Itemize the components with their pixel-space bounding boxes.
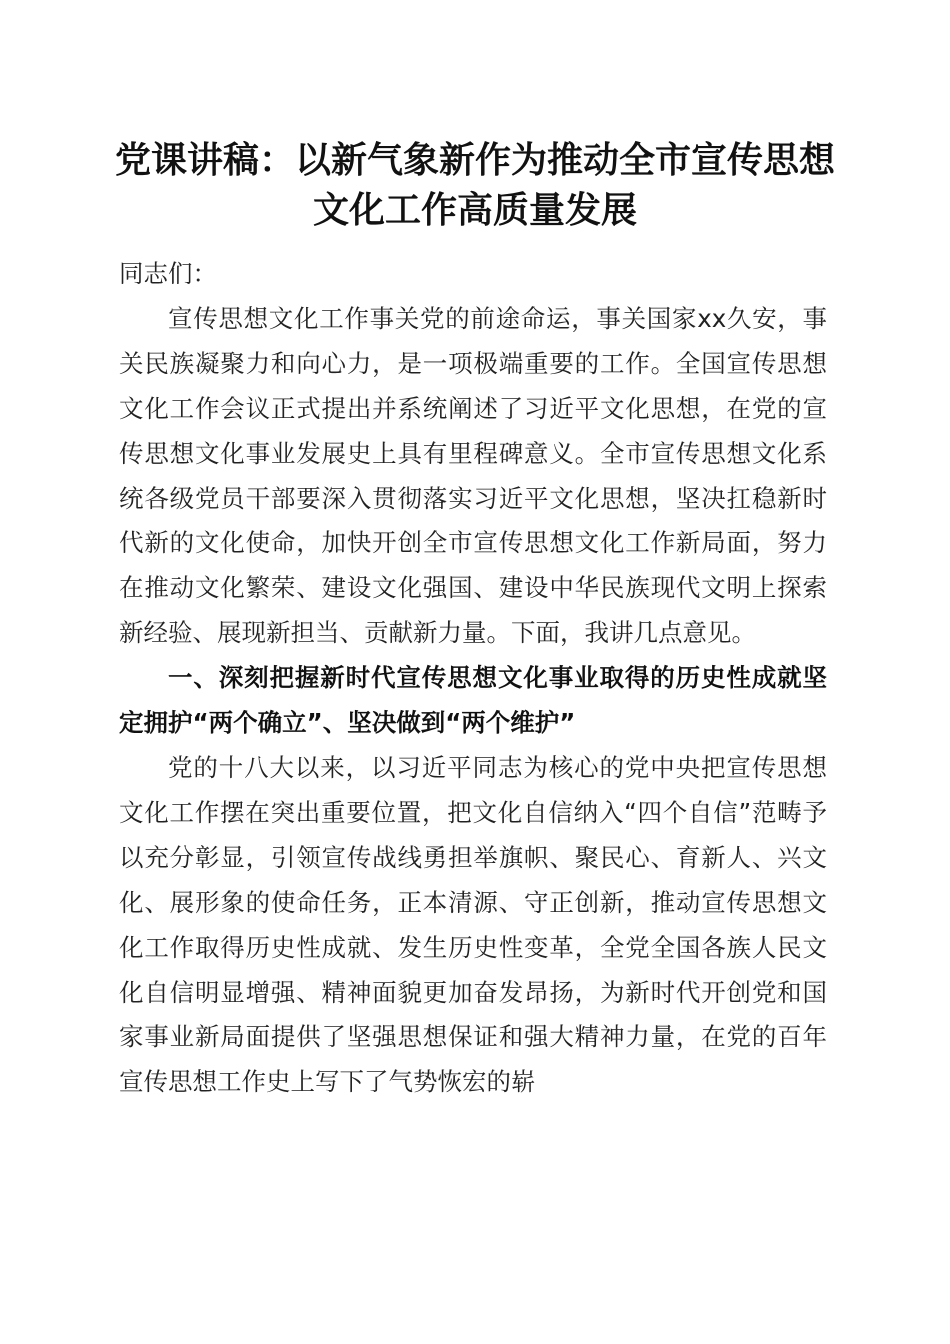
salutation: 同志们： xyxy=(119,259,217,288)
document-title-line-1: 党课讲稿：以新气象新作为推动全市宣传思想 xyxy=(114,139,835,181)
intro-paragraph: 宣传思想文化工作事关党的前途命运，事关国家xx久安，事关民族凝聚力和向心力，是一项极端重要的工作。全国宣传思想文化工作会议正式提出并系统阐述了习近平文化思想，在党的宣传思想文化事业发展史上具有里程碑意义。全市宣传思想文化系统各级党员干部要深入贯彻落实习近平文化思想，坚决扛稳新时代新的文化使命，加快开创全市宣传思想文化工作新局面，努力在推动文化繁荣、建设文化强国、建设中华民族现代文明上探索新经验、展现新担当、贡献新力量。下面，我讲几点意见。 xyxy=(119,303,827,648)
section-1-heading: 一、深刻把握新时代宣传思想文化事业取得的历史性成就坚定拥护“两个确立”、坚决做到“两个维护” xyxy=(119,663,827,738)
document-body xyxy=(119,252,827,1105)
document-title-line-2: 文化工作高质量发展 xyxy=(312,189,637,231)
section-1-paragraph: 党的十八大以来，以习近平同志为核心的党中央把宣传思想文化工作摆在突出重要位置，把文化自信纳入“四个自信”范畴予以充分彰显，引领宣传战线勇担举旗帜、聚民心、育新人、兴文化、展形象的使命任务，正本清源、守正创新，推动宣传思想文化工作取得历史性成就、发生历史性变革，全党全国各族人民文化自信明显增强、精神面貌更加奋发昂扬，为新时代开创党和国家事业新局面提供了坚强思想保证和强大精神力量，在党的百年宣传思想工作史上写下了气势恢宏的崭 xyxy=(119,752,827,1097)
